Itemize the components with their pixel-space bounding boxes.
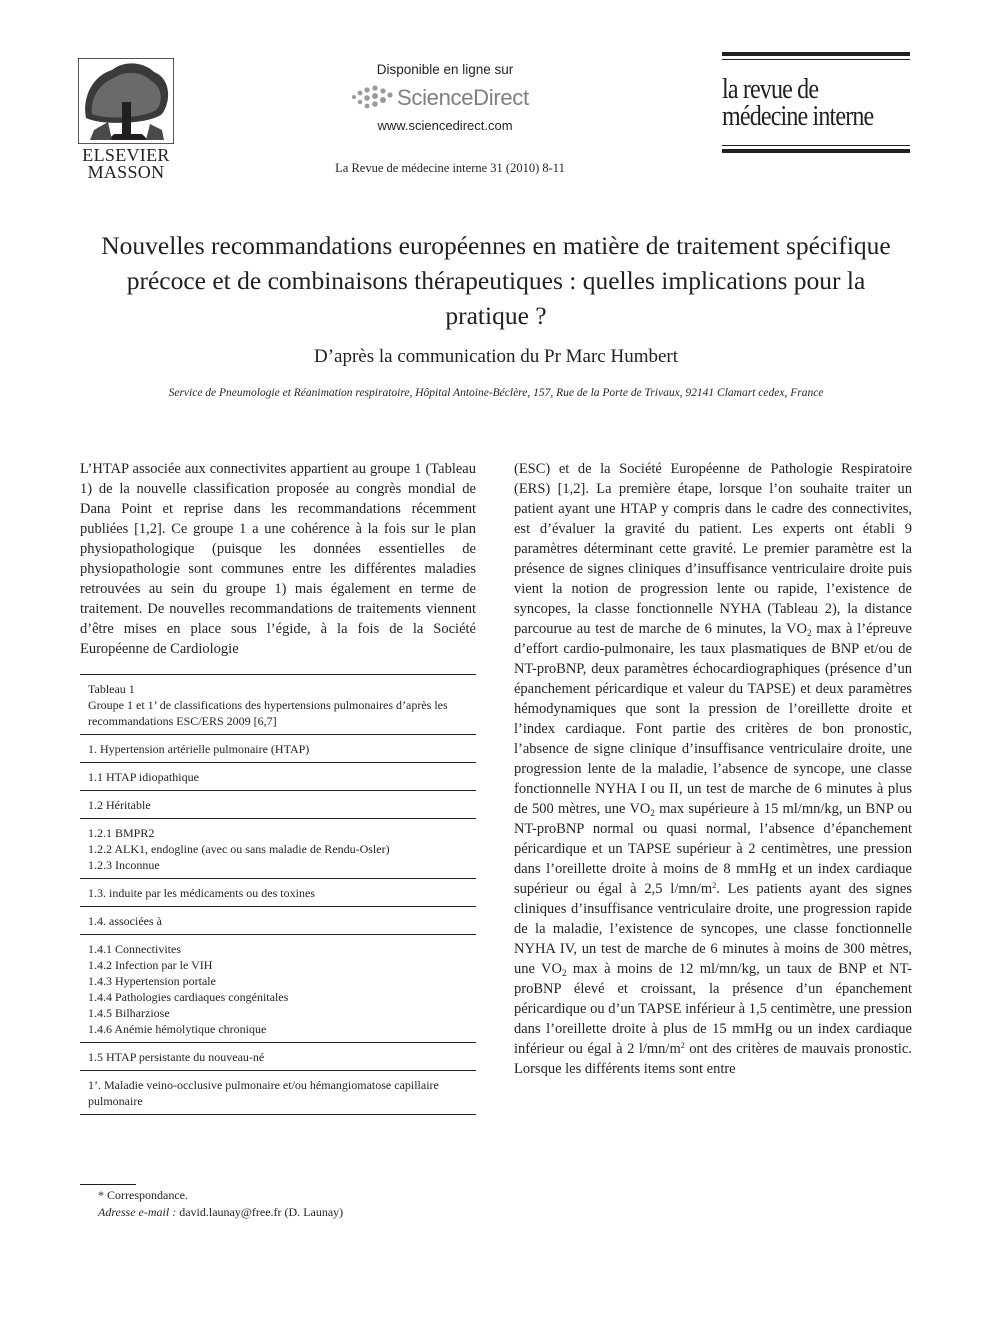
table-row bbox=[80, 1071, 476, 1114]
body-text-segment: . Les patients ayant des signes cliniques d’insuffisance ventriculaire droite, une progression rapide de la maladie, l’existence de syncopes, une classe fonctionnelle NYHA IV, un test de marche de 6 minutes à moins de 300 mètres, une VO bbox=[514, 881, 912, 977]
publisher-line1: ELSEVIER bbox=[82, 145, 170, 165]
publisher-line2: MASSON bbox=[87, 162, 165, 182]
body-text-segment: max à moins de 12 ml/mn/kg, un taux de BNP et NT-proBNP élevé et croissant, la présence d’un épanchement péricardique ou d’un TAPSE inférieur à 1,5 centimètre, une pression dans l’oreillette droite à plus de 15 mmHg ou un index cardiaque inférieur ou égal à 2 l/mn/m bbox=[514, 961, 912, 1057]
masthead-rule bbox=[722, 145, 910, 146]
sciencedirect-url[interactable]: www.sciencedirect.com bbox=[377, 118, 513, 133]
publisher-name bbox=[78, 147, 174, 181]
table-cell-line: 1.4.3 Hypertension portale bbox=[88, 974, 216, 988]
superscript: 2 bbox=[712, 881, 717, 890]
table-cell-line: 1.4.5 Bilharziose bbox=[88, 1006, 170, 1020]
table-cell-line: 1.2.2 ALK1, endogline (avec ou sans maladie de Rendu-Osler) bbox=[88, 842, 390, 856]
body-text-segment: ont des critères de mauvais pronostic. Lorsque les différents items sont entre bbox=[514, 1041, 912, 1077]
table-cell-line: 1’. Maladie veino-occlusive pulmonaire et/ou hémangiomatose capillaire pulmonaire bbox=[88, 1078, 439, 1108]
subscript: 2 bbox=[650, 808, 655, 818]
footnote-rule bbox=[80, 1184, 136, 1185]
journal-name-line2: médecine interne bbox=[722, 101, 874, 132]
available-online-label: Disponible en ligne sur bbox=[376, 62, 514, 77]
author-affiliation: Service de Pneumologie et Réanimation respiratoire, Hôpital Antoine-Béclère, 157, Rue de la Porte de Trivaux, 92141 Clamart cedex, France bbox=[168, 387, 824, 399]
table-row bbox=[80, 907, 476, 935]
masthead-rule bbox=[722, 59, 910, 60]
table-body bbox=[80, 735, 476, 1114]
journal-name-line1: la revue de bbox=[722, 74, 819, 105]
table-row bbox=[80, 791, 476, 819]
journal-masthead bbox=[722, 52, 910, 156]
table-cell-line: 1.2.1 BMPR2 bbox=[88, 826, 155, 840]
footnote-email-line bbox=[98, 1204, 498, 1221]
masthead-rule bbox=[722, 52, 910, 56]
body-text-segment: max à l’épreuve d’effort cardio-pulmonaire, les taux plasmatiques de BNP et/ou de NT-proBNP, deux paramètres échocardiographiques (présence d’un épanchement péricardique et valeur du TAPSE) et deux paramètres hémodynamiques que sont la pression de l’oreillette droite et l’index cardiaque. Font partie des critères de bon pronostic, l’absence de signe clinique d’insuffisance ventriculaire droite, une progression lente de la maladie, l’absence de syncope, une classe fonctionnelle NYHA I ou II, un test de marche de 6 minutes à plus de 500 mètres, une VO bbox=[514, 621, 912, 817]
table-cell-line: 1.2 Héritable bbox=[88, 798, 151, 812]
table-row bbox=[80, 763, 476, 791]
masthead-rule bbox=[722, 149, 910, 153]
table-cell-line: 1.1 HTAP idiopathique bbox=[88, 770, 199, 784]
superscript: 2 bbox=[680, 1041, 685, 1050]
body-text-left: L’HTAP associée aux connectivites appartient au groupe 1 (Tableau 1) de la nouvelle classification proposée au congrès mondial de Dana Point et reprise dans les recommandations récemment publiées [1,2]. Ce groupe 1 a une cohérence à la fois sur le plan physiopathologique (puisque les données essentielles de physiopathologie sont communes entre les différentes maladies retrouvées au sein du groupe 1) mais également en terme de traitement. De nouvelles recommandations de traitements viennent d’être mises en place sous l’égide, à la fois de la Société Européenne de Cardiologie bbox=[80, 461, 476, 657]
subscript: 2 bbox=[806, 628, 812, 638]
table-label: Tableau 1 bbox=[88, 682, 135, 696]
sciencedirect-dots-icon bbox=[350, 85, 394, 111]
sciencedirect-brand[interactable] bbox=[350, 83, 550, 113]
subscript: 2 bbox=[561, 968, 567, 978]
email-address[interactable]: david.launay@free.fr (D. Launay) bbox=[179, 1205, 344, 1219]
table-cell-line: 1.2.3 Inconnue bbox=[88, 858, 160, 872]
table-row bbox=[80, 935, 476, 1043]
table-row bbox=[80, 735, 476, 763]
table-row bbox=[80, 819, 476, 879]
table-cell-line: 1. Hypertension artérielle pulmonaire (HTAP) bbox=[88, 742, 310, 756]
table-row bbox=[80, 879, 476, 907]
body-text-segment: max supérieure à 15 ml/mn/kg, un BNP ou NT-proBNP normal ou quasi normal, l’absence d’épanchement péricardique et un TAPSE supérieur à 2 centimètres, une pression dans l’oreillette droite à moins de 8 mmHg et un index cardiaque supérieur ou égal à 2,5 l/mn/m bbox=[514, 801, 912, 897]
table-cell-line: 1.4.4 Pathologies cardiaques congénitales bbox=[88, 990, 289, 1004]
table-caption bbox=[80, 675, 476, 735]
footnote bbox=[98, 1187, 498, 1221]
table-cell-line: 1.3. induite par les médicaments ou des toxines bbox=[88, 886, 315, 900]
article-byline: D’après la communication du Pr Marc Humbert bbox=[313, 346, 679, 367]
table-caption-text: Groupe 1 et 1’ de classifications des hypertensions pulmonaires d’après les recommandations ESC/ERS 2009 [6,7] bbox=[88, 698, 448, 728]
email-label: Adresse e-mail : bbox=[98, 1205, 177, 1219]
footnote-correspondence: * Correspondance. bbox=[98, 1188, 188, 1202]
table-1 bbox=[80, 674, 476, 1115]
article-title: Nouvelles recommandations européennes en matière de traitement spécifique précoce et de combinaisons thérapeutiques : quelles implications pour la pratique ? bbox=[101, 231, 891, 330]
table-cell-line: 1.4.1 Connectivites bbox=[88, 942, 181, 956]
body-text-right bbox=[514, 459, 912, 1079]
sciencedirect-name: ScienceDirect bbox=[397, 85, 529, 110]
body-text-segment: (ESC) et de la Société Européenne de Pathologie Respiratoire (ERS) [1,2]. La première étape, lorsque l’on souhaite traiter un patient ayant une HTAP y compris dans le cadre des connectivites, est d’évaluer la gravité du patient. Les experts ont établi 9 paramètres déterminant cette gravité. Le premier paramètre est la présence de signes cliniques d’insuffisance ventriculaire droite puis vient la notion de progression lente ou rapide, l’existence de syncopes, la classe fonctionnelle NYHA (Tableau 2), la distance parcourue au test de marche de 6 minutes, la VO bbox=[514, 461, 912, 637]
table-row bbox=[80, 1043, 476, 1071]
journal-citation: La Revue de médecine interne 31 (2010) 8-11 bbox=[335, 161, 565, 175]
table-cell-line: 1.5 HTAP persistante du nouveau-né bbox=[88, 1050, 265, 1064]
table-cell-line: 1.4. associées à bbox=[88, 914, 162, 928]
table-cell-line: 1.4.2 Infection par le VIH bbox=[88, 958, 213, 972]
table-cell-line: 1.4.6 Anémie hémolytique chronique bbox=[88, 1022, 267, 1036]
